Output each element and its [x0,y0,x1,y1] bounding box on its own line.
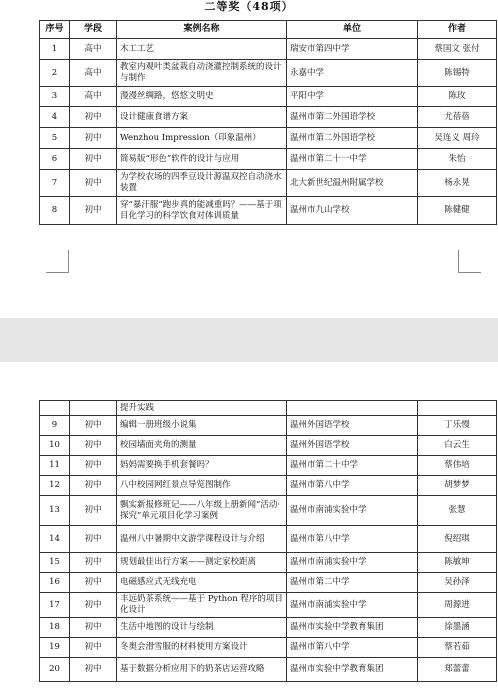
cell-case-name: 飘实新报修班记——八年级上册新闻“活动·探究”单元项目化学习案例 [117,496,287,526]
cell-no: 2 [40,60,70,87]
cell-unit: 温州市第二外国语学校 [287,107,418,128]
cell-case-name: Wenzhou Impression（印象温州） [117,128,287,149]
cell-author: 蔡国文 张付 [418,39,497,60]
header-no: 序号 [40,21,70,39]
cell-author: 陈锡特 [418,60,497,87]
cell-author: 尤蓓蓓 [418,107,497,128]
table-row [40,573,497,593]
cell-no: 18 [40,618,70,638]
table-row [40,658,497,682]
cell-stage [70,401,117,416]
cell-author: 陈玫 [418,87,497,107]
page-gap [0,318,498,362]
cell-unit: 北大新世纪温州附属学校 [287,170,418,197]
cell-stage: 初中 [70,107,117,128]
cell-unit [287,401,418,416]
cell-stage: 初中 [70,593,117,618]
cell-unit: 温州市第二外国语学校 [287,128,418,149]
cell-unit: 平阳中学 [287,87,418,107]
table-row [40,526,497,553]
cell-stage: 初中 [70,456,117,476]
document-page-2 [0,362,498,698]
cell-no: 17 [40,593,70,618]
cell-unit: 温州市第八中学 [287,638,418,658]
cell-case-name: 漫漫丝绸路，悠悠文明史 [117,87,287,107]
table-row [40,638,497,658]
cell-case-name: 校园墙面夹角的测量 [117,436,287,456]
cell-author: 杨永晃 [418,170,497,197]
cell-unit: 温州市第八中学 [287,476,418,496]
cell-stage: 初中 [70,573,117,593]
awards-table-page-2 [39,400,497,682]
cell-unit: 温州市第二十一中学 [287,149,418,170]
cell-no: 8 [40,197,70,225]
cell-case-name: 简易版“形色”软件的设计与应用 [117,149,287,170]
cell-case-name: 温州八中暑期中文游学课程设计与介绍 [117,526,287,553]
table-row [40,149,497,170]
awards-table-page-1 [39,20,497,225]
table-row [40,618,497,638]
cell-no: 16 [40,573,70,593]
cell-no: 4 [40,107,70,128]
cell-case-name: 提升实践 [117,401,287,416]
cell-unit: 温州市第二中学 [287,573,418,593]
cell-case-name: 生活中地图的设计与绘制 [117,618,287,638]
cell-unit: 永嘉中学 [287,60,418,87]
table-row [40,197,497,225]
table-row [40,39,497,60]
cell-case-name: 设计健康食谱方案 [117,107,287,128]
cell-stage: 初中 [70,197,117,225]
cell-case-name: 丰远奶茶系统——基于 Python 程序的项目化设计 [117,593,287,618]
cell-author: 陈健健 [418,197,497,225]
table-row [40,496,497,526]
cell-no [40,401,70,416]
cell-author: 丁乐慢 [418,416,497,436]
cell-case-name: 八中校园网红景点导览图制作 [117,476,287,496]
cell-no: 3 [40,87,70,107]
header-author: 作者 [418,21,497,39]
cell-stage: 初中 [70,149,117,170]
cell-stage: 初中 [70,638,117,658]
cell-no: 7 [40,170,70,197]
table-row [40,416,497,436]
cell-unit: 温州市第二十中学 [287,456,418,476]
table-row [40,87,497,107]
table-row [40,128,497,149]
cell-stage: 初中 [70,170,117,197]
cell-unit: 温州市南浦实验中学 [287,496,418,526]
cell-stage: 初中 [70,416,117,436]
table-row [40,476,497,496]
cell-author: 徐墨涵 [418,618,497,638]
table-row [40,107,497,128]
cell-stage: 高中 [70,39,117,60]
cell-unit: 温州市实验中学教育集团 [287,658,418,682]
cell-stage: 初中 [70,476,117,496]
cell-stage: 初中 [70,436,117,456]
cell-case-name: 规划最佳出行方案——测定家校距离 [117,553,287,573]
cell-stage: 初中 [70,526,117,553]
cell-stage: 初中 [70,618,117,638]
cell-author: 蔡伟培 [418,456,497,476]
cell-stage: 初中 [70,128,117,149]
cell-no: 10 [40,436,70,456]
cell-no: 6 [40,149,70,170]
cell-author: 吴孙泽 [418,573,497,593]
cell-unit: 温州外国语学校 [287,436,418,456]
page-corner-mark-right [458,250,481,273]
table-row [40,456,497,476]
cell-unit: 温州市九山学校 [287,197,418,225]
cell-no: 12 [40,476,70,496]
section-title: 二等奖（48项） [204,0,294,13]
cell-case-name: 教室内观叶类盆栽自动浇灌控制系统的设计与制作 [117,60,287,87]
cell-case-name: 穿“暴汗服”跑步真的能减重吗？——基于项目化学习的科学饮食对体训质量 [117,197,287,225]
cell-author: 吴连义 周玲 [418,128,497,149]
cell-no: 1 [40,39,70,60]
cell-author: 周源进 [418,593,497,618]
cell-author: 倪绍琪 [418,526,497,553]
cell-author: 陈敏坤 [418,553,497,573]
table-row [40,553,497,573]
cell-stage: 高中 [70,87,117,107]
table-header-row [40,21,497,39]
cell-unit: 温州市南浦实验中学 [287,593,418,618]
cell-case-name: 基于数据分析应用下的奶茶店运营攻略 [117,658,287,682]
cell-author: 胡梦梦 [418,476,497,496]
header-stage: 学段 [70,21,117,39]
table-row [40,593,497,618]
cell-unit: 温州市实验中学教育集团 [287,618,418,638]
table-row [40,60,497,87]
cell-author: 张慧 [418,496,497,526]
cell-case-name: 妈妈需要换手机套餐吗？ [117,456,287,476]
cell-stage: 初中 [70,658,117,682]
document-page-1 [0,0,498,318]
page-corner-mark-left [46,250,69,273]
cell-author [418,401,497,416]
cell-case-name: 电磁感应式无线充电 [117,573,287,593]
cell-no: 20 [40,658,70,682]
table-row [40,436,497,456]
table-row [40,170,497,197]
cell-unit: 瑞安市第四中学 [287,39,418,60]
cell-author: 朱怡 [418,149,497,170]
header-unit: 单位 [287,21,418,39]
cell-unit: 温州外国语学校 [287,416,418,436]
cell-no: 19 [40,638,70,658]
cell-no: 15 [40,553,70,573]
cell-stage: 初中 [70,496,117,526]
cell-no: 9 [40,416,70,436]
cell-no: 11 [40,456,70,476]
cell-unit: 温州市南浦实验中学 [287,553,418,573]
table-row-continuation [40,401,497,416]
cell-case-name: 木工工艺 [117,39,287,60]
cell-case-name: 冬奥会滑雪服的材料使用方案设计 [117,638,287,658]
cell-case-name: 为学校农场的四季豆设计源温双控自动浇水装置 [117,170,287,197]
header-case-name: 案例名称 [117,21,287,39]
cell-case-name: 编辑一册班级小说集 [117,416,287,436]
cell-stage: 初中 [70,553,117,573]
cell-no: 13 [40,496,70,526]
cell-author: 白云生 [418,436,497,456]
cell-author: 蔡若茹 [418,638,497,658]
cell-unit: 温州市第八中学 [287,526,418,553]
cell-no: 14 [40,526,70,553]
cell-stage: 高中 [70,60,117,87]
cell-author: 郑蕾蕾 [418,658,497,682]
cell-no: 5 [40,128,70,149]
